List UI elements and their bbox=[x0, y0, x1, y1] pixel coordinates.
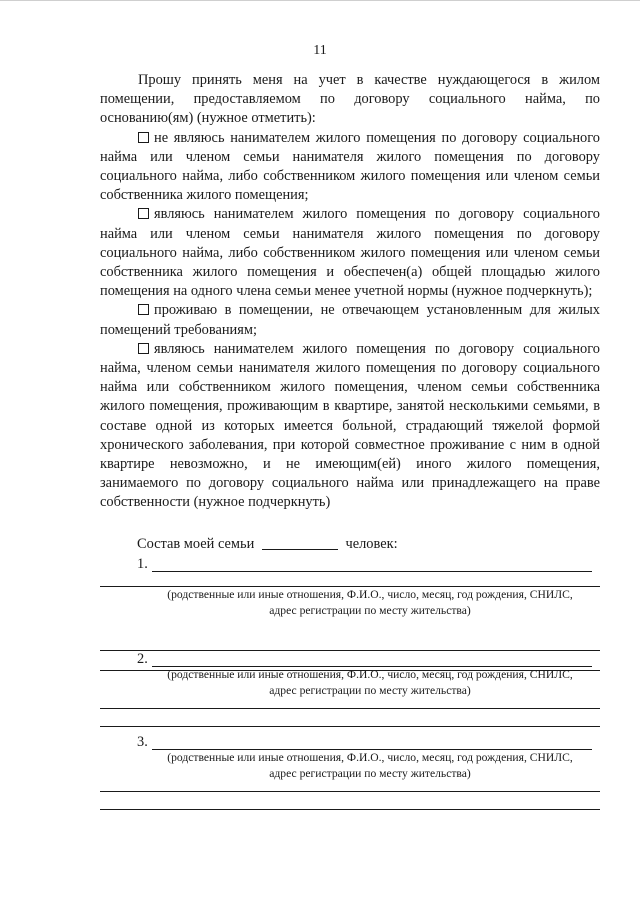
caption-line-1: (родственные или иные отношения, Ф.И.О., число, месяц, год рождения, СНИЛС, bbox=[167, 751, 573, 764]
page-number: 11 bbox=[313, 43, 327, 58]
caption-line-1: (родственные или иные отношения, Ф.И.О., число, месяц, год рождения, СНИЛС, bbox=[167, 668, 573, 681]
option-4-text: являюсь нанимателем жилого помещения по договору социального найма, членом семьи нанимателя жилого помещения по договору социального найма или собственником жилого помещения, членом семьи собственника жилого помещения, проживающим в квартире, занятой несколькими семьями, в составе одной из которых имеется больной, страдающий тяжелой формой хронического заболевания, при которой совместное проживание с ним в одной квартире невозможно, и не имеющим(ей) иного жилого помещения, занимаемого по договору социального найма или принадлежащего на праве собственности (нужное подчеркнуть) bbox=[100, 340, 600, 511]
family-label-suffix: человек: bbox=[345, 536, 398, 552]
caption-line-2: адрес регистрации по месту жительства) bbox=[269, 604, 471, 617]
family-member-1-address-line-1[interactable] bbox=[100, 650, 600, 651]
caption-line-2: адрес регистрации по месту жительства) bbox=[269, 767, 471, 780]
family-member-3-address-line-2[interactable] bbox=[100, 809, 600, 810]
family-member-1-caption bbox=[140, 587, 600, 619]
intro-paragraph: Прошу принять меня на учет в качестве нуждающегося в жилом помещении, предоставляемом по договору социального найма, по основанию(ям) (нужное отметить): bbox=[100, 72, 600, 127]
family-member-2-number: 2. bbox=[137, 651, 148, 667]
family-member-1-field[interactable] bbox=[152, 571, 592, 572]
family-member-3-number: 3. bbox=[137, 734, 148, 750]
checkbox-option-1[interactable] bbox=[138, 132, 149, 143]
family-member-2-address-line-2[interactable] bbox=[100, 726, 600, 727]
checkbox-option-4[interactable] bbox=[138, 343, 149, 354]
checkbox-option-2[interactable] bbox=[138, 208, 149, 219]
option-1 bbox=[100, 129, 600, 206]
application-text bbox=[100, 71, 600, 513]
option-3 bbox=[100, 301, 600, 339]
option-2-text: являюсь нанимателем жилого помещения по договору социального найма или членом семьи нанимателя жилого помещения по договору социального найма, либо собственником жилого помещения или членом семьи собственника жилого помещения и обеспечен(а) общей площадью жилого помещения на одного члена семьи менее учетной нормы (нужное подчеркнуть); bbox=[100, 206, 600, 300]
option-1-text: не являюсь нанимателем жилого помещения по договору социального найма или членом семьи нанимателя жилого помещения по договору социального найма, либо собственником жилого помещения или членом семьи собственника жилого помещения; bbox=[100, 129, 600, 204]
family-member-2-address-line-1[interactable] bbox=[100, 708, 600, 709]
family-member-3-address-line-1[interactable] bbox=[100, 791, 600, 792]
family-member-3-caption bbox=[140, 750, 600, 782]
checkbox-option-3[interactable] bbox=[138, 304, 149, 315]
family-count-line bbox=[137, 536, 398, 553]
caption-line-1: (родственные или иные отношения, Ф.И.О., число, месяц, год рождения, СНИЛС, bbox=[167, 588, 573, 601]
caption-line-2: адрес регистрации по месту жительства) bbox=[269, 684, 471, 697]
family-label: Состав моей семьи bbox=[137, 536, 255, 552]
option-4 bbox=[100, 340, 600, 513]
family-count-blank[interactable] bbox=[262, 549, 338, 550]
family-member-2-caption bbox=[140, 667, 600, 699]
family-member-1-number: 1. bbox=[137, 556, 148, 572]
option-2 bbox=[100, 205, 600, 301]
option-3-text: проживаю в помещении, не отвечающем установленным для жилых помещений требованиям; bbox=[100, 302, 600, 338]
